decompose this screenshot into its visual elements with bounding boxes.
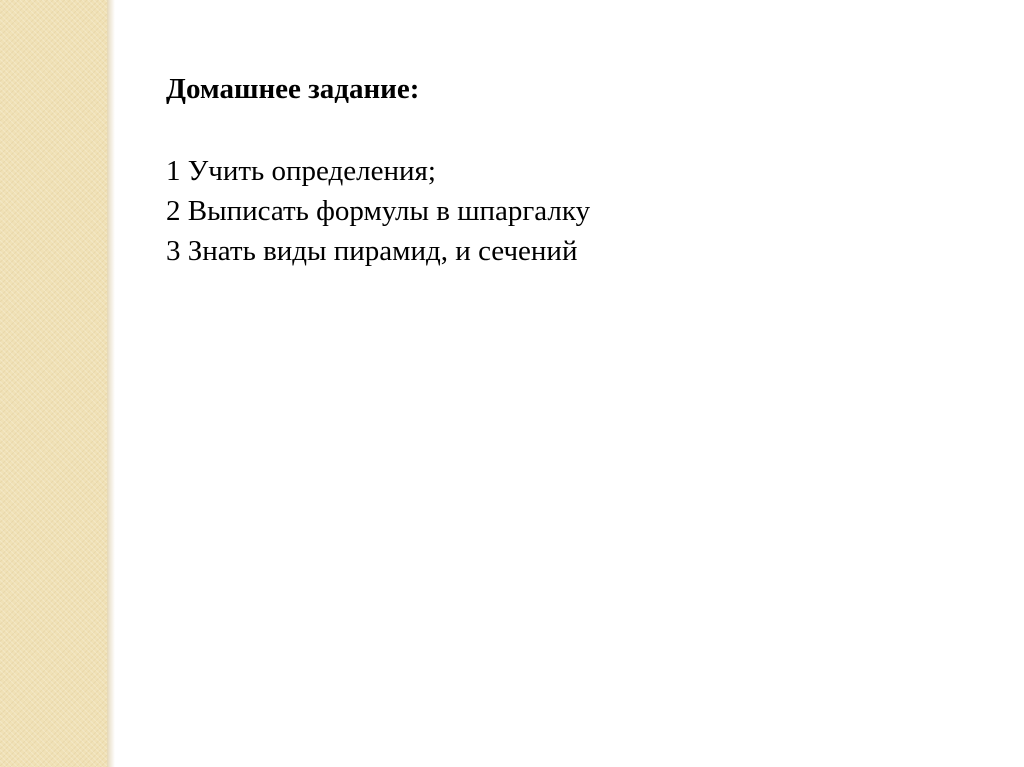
task-item-3: 3 Знать виды пирамид, и сечений — [166, 235, 578, 267]
task-list — [166, 151, 966, 271]
homework-heading: Домашнее задание: — [166, 73, 420, 105]
task-item-1: 1 Учить определения; — [166, 155, 436, 187]
task-item-2: 2 Выписать формулы в шпаргалку — [166, 195, 591, 227]
side-band-shadow — [107, 0, 115, 767]
slide-content — [166, 71, 966, 271]
decorative-side-band — [0, 0, 107, 767]
